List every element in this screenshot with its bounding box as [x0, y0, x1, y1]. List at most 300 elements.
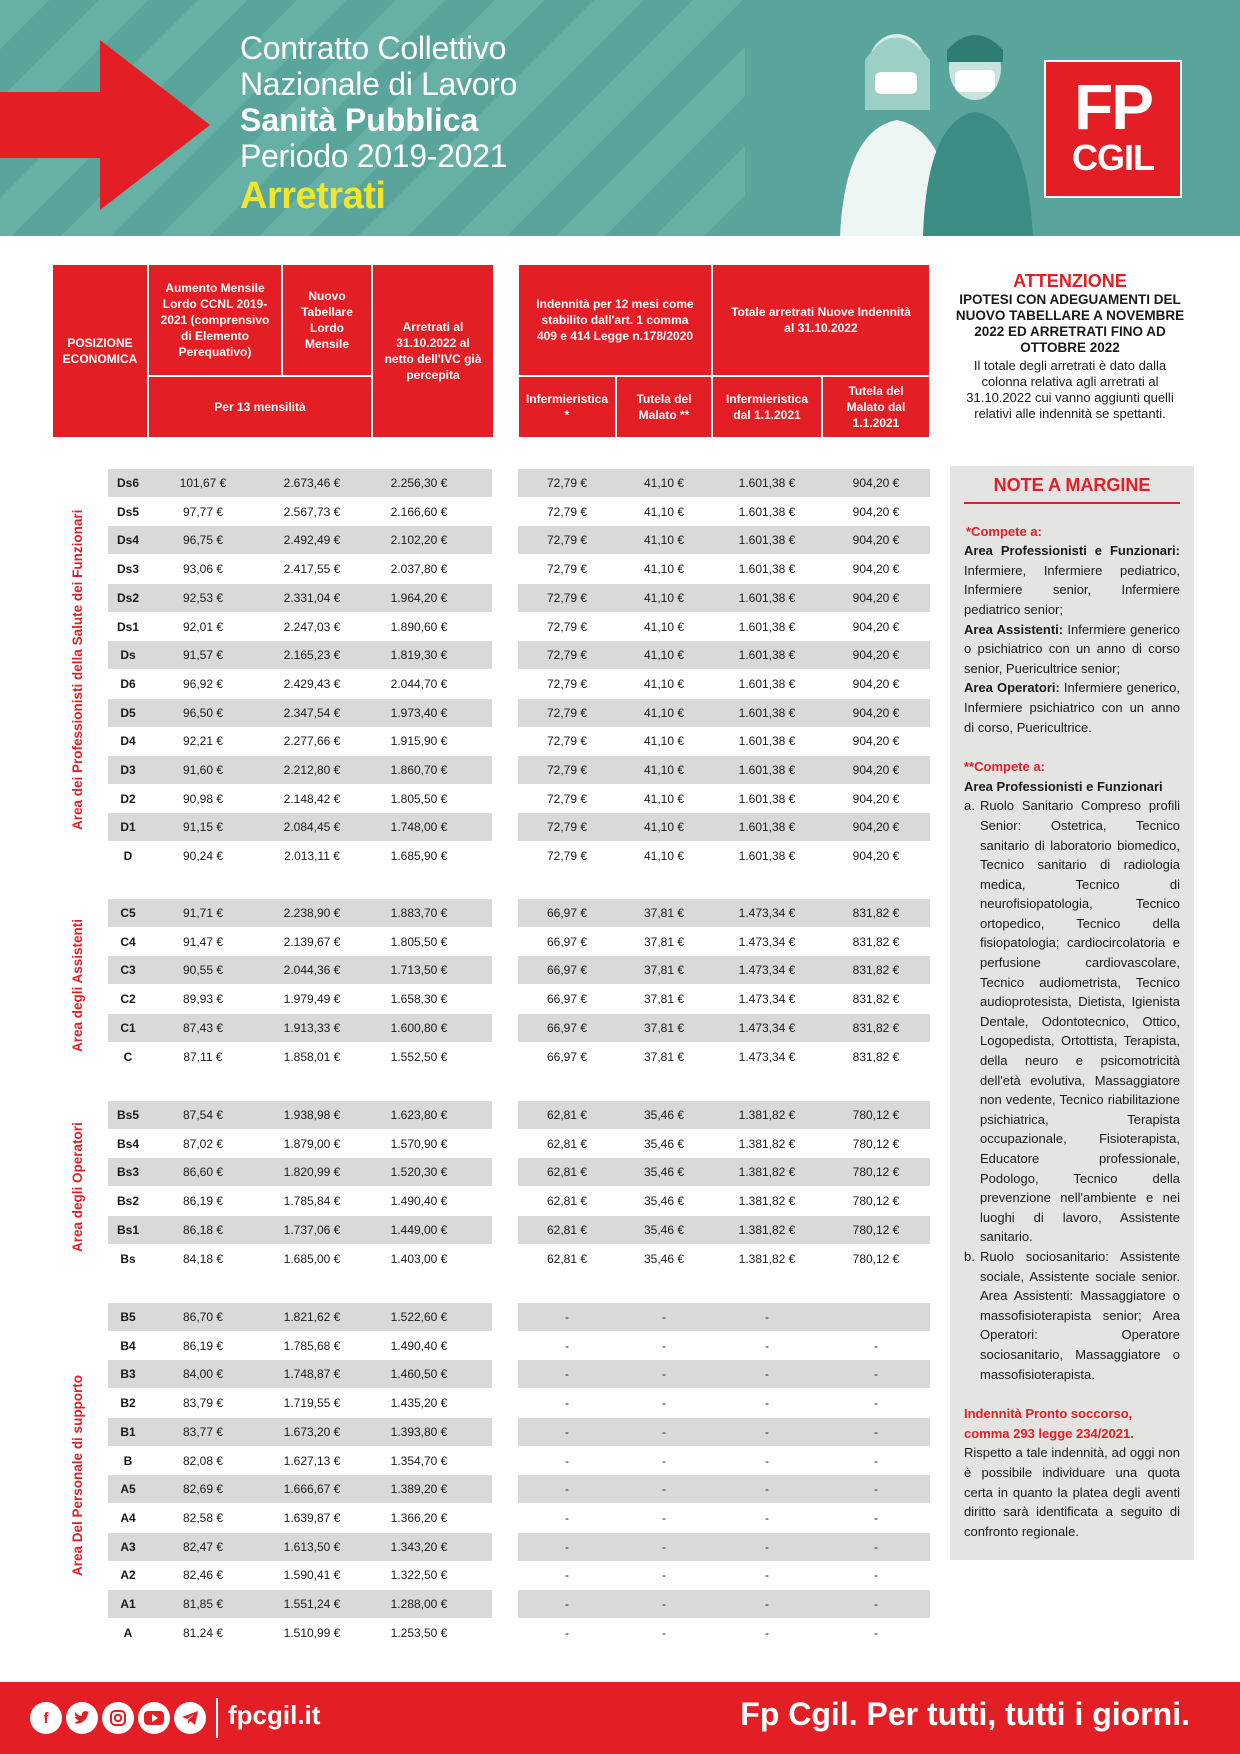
cell-value: 72,79 €	[546, 504, 588, 519]
cell-value: 66,97 €	[546, 906, 588, 920]
cell-value: 1.381,82 €	[738, 1222, 796, 1237]
cell-posizione: D2	[120, 791, 136, 806]
cell-value: -	[565, 1338, 569, 1353]
cell-value: -	[565, 1539, 569, 1554]
cell-value: 2.238,90 €	[283, 906, 341, 920]
table-row	[108, 985, 492, 1013]
cell-value: 81,85 €	[182, 1597, 224, 1611]
attention-title: ATTENZIONE	[1013, 271, 1127, 291]
table-row	[108, 842, 492, 870]
cell-value: 86,18 €	[182, 1222, 224, 1237]
cell-value: 62,81 €	[546, 1251, 588, 1266]
cell-value: 66,97 €	[546, 963, 588, 978]
cell-value: -	[874, 1396, 878, 1411]
cell-value: 831,82 €	[852, 906, 900, 920]
cell-value: -	[765, 1510, 769, 1525]
cell-value: -	[662, 1396, 666, 1411]
table-row	[518, 584, 930, 612]
cell-value: 2.148,42 €	[283, 791, 341, 806]
cell-value: 1.435,20 €	[390, 1396, 448, 1411]
cell-posizione: B2	[120, 1396, 136, 1411]
table-row	[108, 813, 492, 841]
cell-value: 904,20 €	[852, 590, 900, 605]
cell-value: 41,10 €	[643, 849, 685, 864]
youtube-icon[interactable]	[138, 1702, 170, 1734]
cell-value: 87,54 €	[182, 1108, 224, 1122]
slogan: Fp Cgil. Per tutti, tutti i giorni.	[740, 1696, 1190, 1732]
cell-value: -	[565, 1482, 569, 1497]
cell-value: 62,81 €	[546, 1136, 588, 1151]
cell-value: 904,20 €	[852, 533, 900, 548]
cell-posizione: B	[123, 1453, 133, 1468]
cell-value: -	[765, 1568, 769, 1583]
cell-value: 86,19 €	[182, 1338, 224, 1353]
table-row	[518, 956, 930, 984]
cell-value: 1.601,38 €	[738, 849, 796, 864]
table-row	[108, 1216, 492, 1244]
cell-posizione: Ds4	[116, 533, 139, 548]
cell-value: 904,20 €	[852, 476, 900, 490]
table-row	[518, 555, 930, 583]
table-row	[518, 1216, 930, 1244]
header-totale: Totale arretrati Nuove Indennità al 31.10.2022	[712, 264, 930, 376]
cell-value: 2.247,03 €	[283, 619, 341, 634]
cell-value: 904,20 €	[852, 734, 900, 749]
table-row	[108, 1043, 492, 1071]
cell-value: 1.552,50 €	[390, 1049, 448, 1064]
cell-value: 41,10 €	[643, 648, 685, 663]
cell-value: 35,46 €	[643, 1108, 685, 1122]
cell-value: 86,60 €	[182, 1165, 224, 1180]
cell-value: 2.277,66 €	[283, 734, 341, 749]
cell-value: 1.473,34 €	[738, 1049, 796, 1064]
cell-value: 81,24 €	[182, 1625, 224, 1640]
cell-value: 831,82 €	[852, 992, 900, 1007]
cell-value: -	[765, 1453, 769, 1468]
cell-value: 2.567,73 €	[283, 504, 341, 519]
cell-value: 1.938,98 €	[283, 1108, 341, 1122]
table-row	[108, 498, 492, 526]
cell-value: 90,24 €	[182, 849, 224, 864]
table-row	[108, 1101, 492, 1129]
cell-value: 2.102,20 €	[390, 533, 448, 548]
table-row	[108, 1303, 492, 1331]
cell-value: 37,81 €	[643, 934, 685, 949]
cell-value: 1.601,38 €	[738, 648, 796, 663]
cell-value: 1.613,50 €	[283, 1539, 341, 1554]
cell-value: -	[874, 1539, 878, 1554]
cell-posizione: Bs5	[116, 1108, 139, 1122]
cell-value: -	[874, 1597, 878, 1611]
cell-value: 41,10 €	[643, 763, 685, 777]
website-link[interactable]: fpcgil.it	[228, 1700, 321, 1730]
cell-value: 41,10 €	[643, 504, 685, 519]
cell-posizione: A	[123, 1625, 133, 1640]
cell-posizione: Bs	[120, 1251, 136, 1266]
cell-value: 1.551,24 €	[283, 1597, 341, 1611]
cell-value: 82,58 €	[182, 1510, 224, 1525]
cell-value: 1.890,60 €	[390, 619, 448, 634]
title-block	[240, 30, 518, 217]
header-indennita: Indennità per 12 mesi come stabilito dall'art. 1 comma 409 e 414 Legge n.178/2020	[518, 264, 712, 376]
cell-value: 62,81 €	[546, 1165, 588, 1180]
table-row	[518, 928, 930, 956]
cell-value: 1.473,34 €	[738, 906, 796, 920]
cell-value: 93,06 €	[182, 562, 224, 577]
cell-value: 1.449,00 €	[390, 1222, 448, 1237]
cell-value: 1.685,90 €	[390, 849, 448, 864]
cell-value: 1.748,87 €	[283, 1367, 341, 1382]
cell-value: 1.601,38 €	[738, 533, 796, 548]
cell-value: 1.590,41 €	[283, 1568, 341, 1583]
cell-value: 35,46 €	[643, 1165, 685, 1180]
cell-value: 82,69 €	[182, 1482, 224, 1497]
cell-value: 35,46 €	[643, 1136, 685, 1151]
attention-note: Il totale degli arretrati è dato dalla colonna relativa agli arretrati al 31.10.2022 cui vanno aggiunti quelli relativi alle indennità se spettanti.	[966, 358, 1174, 421]
cell-value: -	[662, 1625, 666, 1640]
cell-value: -	[765, 1482, 769, 1497]
table-row	[518, 899, 930, 927]
cell-value: -	[662, 1367, 666, 1382]
note2-item-a: a. Ruolo Sanitario Compreso profili Senior: Ostetrica, Tecnico sanitario di laboratorio biomedico, Tecnico sanitario di radiologia medica, Tecnico di neurofisiopatologia, Tecnico ortopedico, Tecnico della fisiopatologia; cardiocircolatoria e perfusione cardiovascolare, Tecnico audiometrista, Tecnico audioprotesista, Dietista, Igienista Dentale, Odontotecnico, Ottico, Logopedista, Ortottista, Terapista, della neuro e psicomotricità dell'età evolutiva, Massaggiatore non vedente, Tecnico riabilitazione psichiatrica, Terapista occupazionale, Fisioterapista, Educatore professionale, Podologo, Tecnico della prevenzione nell'ambiente e nei luoghi di lavoro, Assistente sanitario.	[964, 798, 1180, 1245]
title-line1: Contratto Collettivo	[240, 30, 507, 66]
cell-value: 831,82 €	[852, 934, 900, 949]
cell-value: 41,10 €	[643, 533, 685, 548]
table-row	[518, 1014, 930, 1042]
cell-value: 904,20 €	[852, 676, 900, 691]
cell-value: -	[662, 1568, 666, 1583]
cell-value: -	[565, 1396, 569, 1411]
cell-value: 37,81 €	[643, 992, 685, 1007]
cell-value: 62,81 €	[546, 1108, 588, 1122]
cell-value: 72,79 €	[546, 619, 588, 634]
cell-value: 1.510,99 €	[283, 1625, 341, 1640]
cell-value: 41,10 €	[643, 705, 685, 720]
cell-value: 72,79 €	[546, 820, 588, 835]
table-row	[108, 670, 492, 698]
note1-area-prof: Area Professionisti e Funzionari: Infermiere, Infermiere pediatrico, Infermiere senior, Infermiere pediatrico senior;	[964, 543, 1180, 617]
cell-value: -	[565, 1568, 569, 1583]
cell-value: 1.473,34 €	[738, 1020, 796, 1035]
area-label: Area dei Professionisti della Salute dei Funzionari	[70, 509, 85, 830]
table-row	[518, 1303, 930, 1331]
cell-value: -	[874, 1367, 878, 1382]
cell-posizione: D3	[120, 763, 136, 777]
note2-item-b: b. Ruolo sociosanitario: Assistente sociale, Assistente sociale senior. Area Assistenti: Massaggiatore o massofisioterapista senior; Area Operatori: Operatore sociosanitario, Massaggiatore o massofisioterapista.	[964, 1248, 1180, 1382]
cell-value: 2.044,36 €	[283, 963, 341, 978]
note1-area-assist: Area Assistenti: Infermiere generico o psichiatrico con un anno di corso senior, Puericultrice senior;	[964, 621, 1180, 676]
cell-value: 82,46 €	[182, 1568, 224, 1583]
cell-posizione: B4	[120, 1338, 136, 1353]
table-row	[518, 1504, 930, 1532]
cell-value: 86,70 €	[182, 1310, 224, 1324]
cell-value: -	[565, 1597, 569, 1611]
cell-value: 904,20 €	[852, 504, 900, 519]
cell-value: 72,79 €	[546, 734, 588, 749]
table-row	[518, 670, 930, 698]
table-row	[108, 1561, 492, 1589]
cell-value: 35,46 €	[643, 1251, 685, 1266]
cell-value: 1.520,30 €	[390, 1165, 448, 1180]
cell-value: 101,67 €	[179, 476, 227, 490]
cell-value: 41,10 €	[643, 619, 685, 634]
cell-value: 1.719,55 €	[283, 1396, 341, 1411]
cell-value: 780,12 €	[852, 1194, 900, 1209]
footer-separator	[216, 1698, 218, 1738]
cell-posizione: C2	[120, 992, 136, 1007]
cell-value: 904,20 €	[852, 705, 900, 720]
cell-value: 96,75 €	[182, 533, 224, 548]
header-per13: Per 13 mensilità	[148, 376, 372, 438]
cell-value: 1.820,99 €	[283, 1165, 341, 1180]
social-icons	[30, 1702, 206, 1734]
cell-value: 1.685,00 €	[283, 1251, 341, 1266]
table-row	[518, 1533, 930, 1561]
cell-value: 1.601,38 €	[738, 791, 796, 806]
cell-value: 37,81 €	[643, 963, 685, 978]
notes-panel	[950, 466, 1194, 1560]
cell-value: 1.322,50 €	[390, 1568, 448, 1583]
cell-value: 1.601,38 €	[738, 734, 796, 749]
cell-value: 1.805,50 €	[390, 791, 448, 806]
cell-value: 1.381,82 €	[738, 1194, 796, 1209]
table-row	[108, 1158, 492, 1186]
cell-value: -	[765, 1539, 769, 1554]
cell-value: 72,79 €	[546, 590, 588, 605]
ps-text: Rispetto a tale indennità, ad oggi non è possibile individuare una quota certa in quanto la platea degli aventi diritto sarà identificata a seguito di confronto regionale.	[964, 1445, 1180, 1539]
cell-value: 90,98 €	[182, 791, 224, 806]
header-tutela-2021: Tutela del Malato dal 1.1.2021	[822, 376, 930, 438]
table-row	[108, 469, 492, 497]
table-row	[518, 1619, 930, 1647]
cell-value: -	[874, 1482, 878, 1497]
cell-value: 72,79 €	[546, 476, 588, 490]
cell-value: 41,10 €	[643, 791, 685, 806]
cell-value: 90,55 €	[182, 963, 224, 978]
cell-value: 2.166,60 €	[390, 504, 448, 519]
table-row	[108, 1418, 492, 1446]
cell-posizione: A5	[120, 1482, 136, 1497]
cell-value: 1.601,38 €	[738, 820, 796, 835]
cell-posizione: Ds2	[116, 590, 139, 605]
cell-value: 72,79 €	[546, 763, 588, 777]
table-row	[518, 1101, 930, 1129]
cell-value: 1.490,40 €	[390, 1194, 448, 1209]
cell-value: 35,46 €	[643, 1222, 685, 1237]
cell-value: 1.601,38 €	[738, 562, 796, 577]
cell-value: 84,00 €	[182, 1367, 224, 1382]
cell-value: 904,20 €	[852, 763, 900, 777]
cell-posizione: C1	[120, 1020, 136, 1035]
cell-posizione: Ds6	[116, 476, 139, 490]
cell-value: 91,71 €	[182, 906, 224, 920]
cell-value: -	[765, 1396, 769, 1411]
cell-value: 87,43 €	[182, 1020, 224, 1035]
cell-value: 1.879,00 €	[283, 1136, 341, 1151]
cell-posizione: A1	[120, 1597, 136, 1611]
cell-value: 1.601,38 €	[738, 763, 796, 777]
cell-value: 1.627,13 €	[283, 1453, 341, 1468]
cell-value: 904,20 €	[852, 619, 900, 634]
instagram-icon[interactable]	[102, 1702, 134, 1734]
cell-value: 1.785,68 €	[283, 1338, 341, 1353]
cell-value: -	[874, 1424, 878, 1439]
table-row	[518, 613, 930, 641]
table-row	[108, 641, 492, 669]
cell-value: 1.288,00 €	[390, 1597, 448, 1611]
cell-value: 1.601,38 €	[738, 476, 796, 490]
cell-value: 904,20 €	[852, 820, 900, 835]
cell-value: 37,81 €	[643, 1049, 685, 1064]
cell-value: 2.139,67 €	[283, 934, 341, 949]
note2-area: Area Professionisti e Funzionari	[964, 778, 1163, 794]
table-row	[108, 1245, 492, 1273]
cell-value: -	[565, 1367, 569, 1382]
cell-value: -	[565, 1310, 569, 1324]
cell-value: 97,77 €	[182, 504, 224, 519]
cell-value: 780,12 €	[852, 1165, 900, 1180]
table-row	[108, 1389, 492, 1417]
cell-value: -	[662, 1482, 666, 1497]
cell-value: 1.490,40 €	[390, 1338, 448, 1353]
cell-posizione: Bs2	[116, 1194, 139, 1209]
cell-posizione: B1	[120, 1424, 136, 1439]
cell-value: 1.343,20 €	[390, 1539, 448, 1554]
header-aumento: Aumento Mensile Lordo CCNL 2019-2021 (comprensivo di Elemento Perequativo)	[148, 264, 282, 376]
cell-posizione: B5	[120, 1310, 136, 1324]
cell-posizione: Ds5	[116, 504, 139, 519]
cell-posizione: D	[123, 849, 133, 864]
table-row	[518, 1332, 930, 1360]
table-row	[108, 526, 492, 554]
table-row	[108, 1504, 492, 1532]
cell-value: 1.354,70 €	[390, 1453, 448, 1468]
table-row	[108, 1590, 492, 1618]
cell-value: 2.013,11 €	[284, 849, 340, 864]
cell-posizione: C3	[120, 963, 136, 978]
cell-value: 92,53 €	[182, 590, 224, 605]
table-row	[518, 1475, 930, 1503]
cell-posizione: A4	[120, 1510, 136, 1525]
area-label: Area degli Assistenti	[70, 918, 85, 1052]
cell-value: 72,79 €	[546, 533, 588, 548]
header-infermieristica-2021: Infermieristica dal 1.1.2021	[712, 376, 822, 438]
cell-value: 1.600,80 €	[390, 1020, 448, 1035]
telegram-icon[interactable]	[174, 1702, 206, 1734]
cell-value: 87,02 €	[182, 1136, 224, 1151]
cell-value: -	[662, 1453, 666, 1468]
cell-value: 2.347,54 €	[283, 705, 341, 720]
cell-posizione: Bs4	[116, 1136, 139, 1151]
cell-value: -	[662, 1310, 666, 1324]
table-row	[108, 928, 492, 956]
twitter-icon[interactable]	[66, 1702, 98, 1734]
header-nuovo: Nuovo Tabellare Lordo Mensile	[282, 264, 372, 376]
table-row	[518, 1245, 930, 1273]
table-row	[518, 1590, 930, 1618]
fp-cgil-logo	[1044, 60, 1182, 198]
cell-value: 2.673,46 €	[283, 476, 341, 490]
cell-posizione: Ds3	[116, 562, 139, 577]
cell-value: 1.570,90 €	[390, 1136, 448, 1151]
cell-value: 37,81 €	[643, 1020, 685, 1035]
cell-value: 904,20 €	[852, 791, 900, 806]
table-row	[108, 956, 492, 984]
cell-value: -	[662, 1539, 666, 1554]
cell-value: 780,12 €	[852, 1136, 900, 1151]
cell-value: 904,20 €	[852, 849, 900, 864]
cell-value: 87,11 €	[183, 1049, 223, 1064]
cell-value: -	[874, 1510, 878, 1525]
cell-value: 1.785,84 €	[283, 1194, 341, 1209]
table-row	[108, 613, 492, 641]
cell-value: 1.819,30 €	[390, 648, 448, 663]
table-row	[518, 1561, 930, 1589]
cell-value: 1.601,38 €	[738, 676, 796, 691]
table-row	[518, 1418, 930, 1446]
cell-value: 86,19 €	[182, 1194, 224, 1209]
cell-value: 1.460,50 €	[390, 1367, 448, 1382]
cell-value: -	[765, 1310, 769, 1324]
attention-bold: IPOTESI CON ADEGUAMENTI DEL NUOVO TABELLARE A NOVEMBRE 2022 ED ARRETRATI FINO AD OTTOBRE 2022	[955, 292, 1185, 355]
title-line4: Periodo 2019-2021	[240, 138, 508, 174]
cell-value: 1.913,33 €	[283, 1020, 341, 1035]
cell-value: -	[765, 1338, 769, 1353]
cell-value: -	[765, 1424, 769, 1439]
cell-posizione: C5	[120, 906, 136, 920]
cell-value: 92,01 €	[182, 619, 224, 634]
table-row	[518, 1187, 930, 1215]
cell-value: 2.331,04 €	[283, 590, 341, 605]
cell-value: 82,47 €	[182, 1539, 224, 1554]
table-row	[108, 1475, 492, 1503]
cell-value: 1.381,82 €	[738, 1165, 796, 1180]
logo-cgil: CGIL	[1072, 137, 1154, 178]
area-label: Area Del Personale di supporto	[70, 1374, 85, 1576]
table-row	[108, 1360, 492, 1388]
facebook-icon[interactable]: f	[30, 1702, 62, 1734]
cell-value: 1.403,00 €	[390, 1251, 448, 1266]
cell-value: -	[874, 1625, 878, 1640]
title-line3: Sanità Pubblica	[240, 102, 479, 138]
cell-value: 83,79 €	[182, 1396, 224, 1411]
header-posizione: POSIZIONE ECONOMICA	[52, 264, 148, 438]
cell-value: 1.821,62 €	[283, 1310, 341, 1324]
cell-value: 92,21 €	[182, 734, 224, 749]
cell-value: 831,82 €	[852, 1049, 900, 1064]
table-row	[518, 469, 930, 497]
cell-value: 1.522,60 €	[390, 1310, 448, 1324]
cell-posizione: Bs1	[116, 1222, 139, 1237]
title-line2: Nazionale di Lavoro	[240, 66, 518, 102]
table-row	[108, 584, 492, 612]
cell-value: 1.666,67 €	[283, 1482, 341, 1497]
cell-value: 1.601,38 €	[738, 590, 796, 605]
cell-value: -	[565, 1625, 569, 1640]
cell-value: 41,10 €	[643, 476, 685, 490]
cell-value: 780,12 €	[852, 1108, 900, 1122]
cell-value: 96,92 €	[182, 676, 224, 691]
cell-posizione: D6	[120, 676, 136, 691]
cell-value: -	[874, 1338, 878, 1353]
cell-value: 2.037,80 €	[390, 562, 448, 577]
cell-value: 1.883,70 €	[390, 906, 448, 920]
cell-value: 82,08 €	[182, 1453, 224, 1468]
table-row	[518, 699, 930, 727]
cell-value: 91,47 €	[182, 934, 224, 949]
cell-value: 89,93 €	[182, 992, 224, 1007]
table-row	[108, 1332, 492, 1360]
